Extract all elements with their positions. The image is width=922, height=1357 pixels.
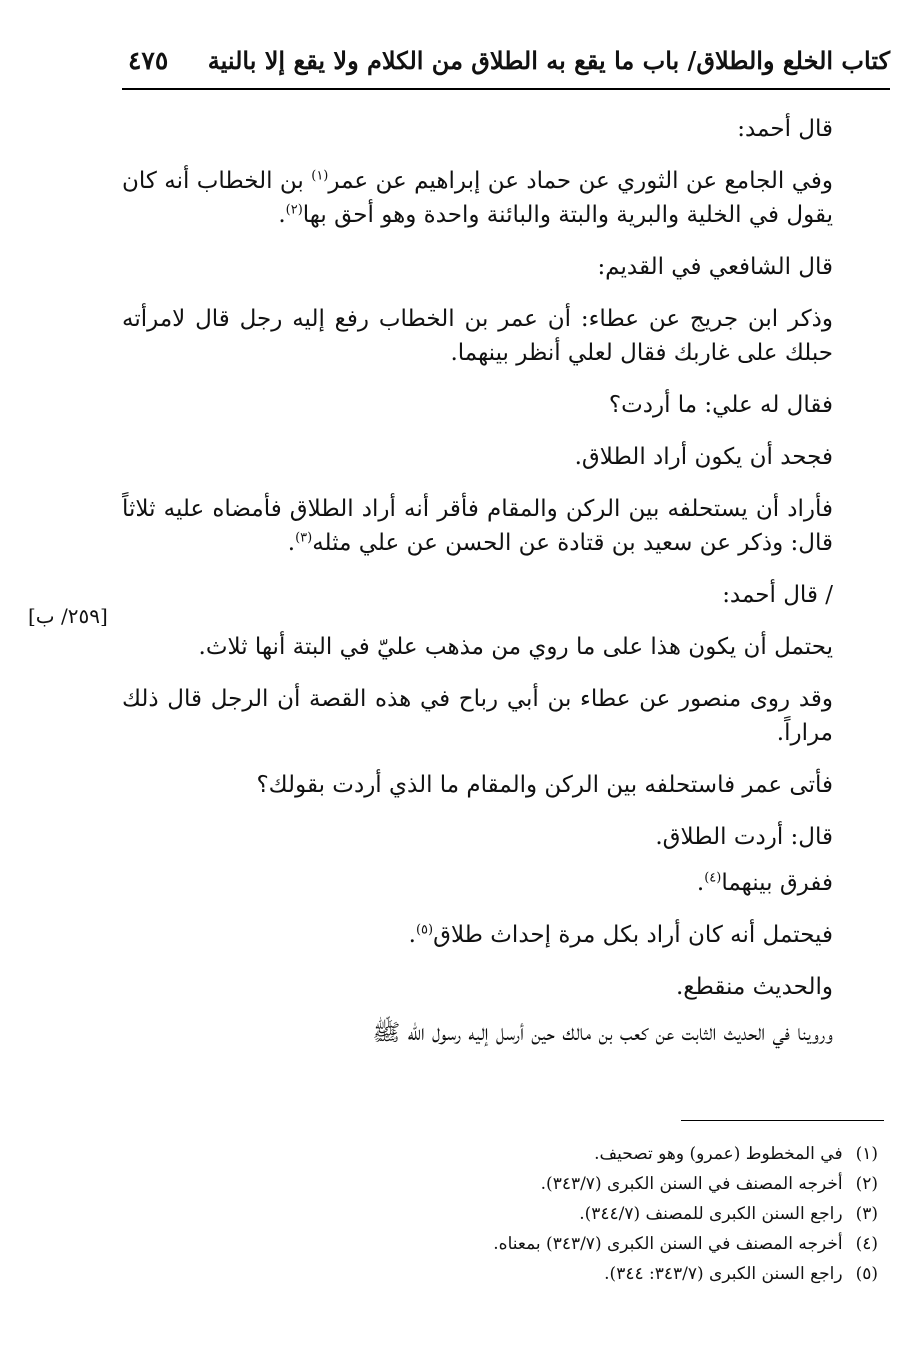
- paragraph: فقال له علي: ما أردت؟: [608, 392, 833, 418]
- footnote-number: (٥): [855, 1264, 878, 1284]
- paragraph: فأراد أن يستحلفه بين الركن والمقام فأقر أنه أراد الطلاق فأمضاه عليه ثلاثاً قال: وذكر عن سعيد بن قتادة عن الحسن عن علي مثله$^{(٣)}$.: [122, 496, 833, 556]
- manuscript-folio-marker: [٢٥٩/ ب]: [28, 604, 108, 628]
- footnote-text: راجع السنن الكبرى (٣٤٣/٧: ٣٤٤).: [604, 1264, 843, 1284]
- footnote-separator: [681, 1120, 884, 1121]
- paragraph: وذكر ابن جريج عن عطاء: أن عمر بن الخطاب رفع إليه رجل قال لامرأته حبلك على غاربك فقال لعلي أنظر بينهما.: [122, 306, 833, 366]
- page-header: [122, 40, 890, 88]
- paragraph: قال أحمد:: [737, 116, 833, 142]
- footnote-ref: (٤): [704, 870, 722, 886]
- main-text: [122, 112, 833, 1068]
- footnote-number: (١): [855, 1144, 878, 1164]
- footnote-number: (٢): [855, 1174, 878, 1194]
- paragraph: وقد روى منصور عن عطاء بن أبي رباح في هذه القصة أن الرجل قال ذلك مراراً.: [122, 686, 833, 746]
- footnote: [122, 1170, 878, 1198]
- page-number: ٤٧٥: [128, 46, 169, 75]
- paragraph: قال: أردت الطلاق.: [655, 824, 833, 850]
- paragraph: وروينا في الحديث الثابت عن كعب بن مالك حين أرسل إليه رسول الله ﷺ: [372, 1020, 833, 1046]
- footnote: [122, 1230, 878, 1258]
- paragraph: قال الشافعي في القديم:: [597, 254, 833, 280]
- paragraph: والحديث منقطع.: [675, 974, 833, 1000]
- paragraph: / قال أحمد:: [722, 582, 833, 608]
- footnote: [122, 1140, 878, 1168]
- footnotes: [122, 1140, 878, 1290]
- footnote-text: أخرجه المصنف في السنن الكبرى (٣٤٣/٧).: [540, 1174, 843, 1194]
- footnote-number: (٣): [855, 1204, 878, 1224]
- paragraph: فأتى عمر فاستحلفه بين الركن والمقام ما الذي أردت بقولك؟: [256, 772, 833, 798]
- paragraph: فجحد أن يكون أراد الطلاق.: [574, 444, 833, 470]
- header-rule: [122, 88, 890, 90]
- paragraph: ففرق بينهما$^{(٤)}$.: [696, 870, 833, 896]
- footnote: [122, 1260, 878, 1288]
- footnote: [122, 1200, 878, 1228]
- running-title: كتاب الخلع والطلاق/ باب ما يقع به الطلاق من الكلام ولا يقع إلا بالنية: [207, 46, 890, 75]
- paragraph: وفي الجامع عن الثوري عن حماد عن إبراهيم عن عمر$^{(١)}$ بن الخطاب أنه كان يقول في الخلية والبرية والبتة والبائنة واحدة وهو أحق بها$^{(٢)}$.: [122, 168, 833, 228]
- footnote-text: في المخطوط (عمرو) وهو تصحيف.: [594, 1144, 843, 1164]
- footnote-ref: (٢): [285, 202, 303, 218]
- footnote-text: راجع السنن الكبرى للمصنف (٣٤٤/٧).: [579, 1204, 843, 1224]
- footnote-ref: (٣): [295, 530, 313, 546]
- footnote-number: (٤): [855, 1234, 878, 1254]
- footnote-ref: (١): [311, 168, 329, 184]
- footnote-text: أخرجه المصنف في السنن الكبرى (٣٤٣/٧) بمعناه.: [493, 1234, 843, 1254]
- paragraph: يحتمل أن يكون هذا على ما روي من مذهب عليّ في البتة أنها ثلاث.: [198, 634, 833, 660]
- footnote-ref: (٥): [415, 922, 434, 938]
- paragraph: فيحتمل أنه كان أراد بكل مرة إحداث طلاق$^{(٥)}$.: [408, 922, 833, 948]
